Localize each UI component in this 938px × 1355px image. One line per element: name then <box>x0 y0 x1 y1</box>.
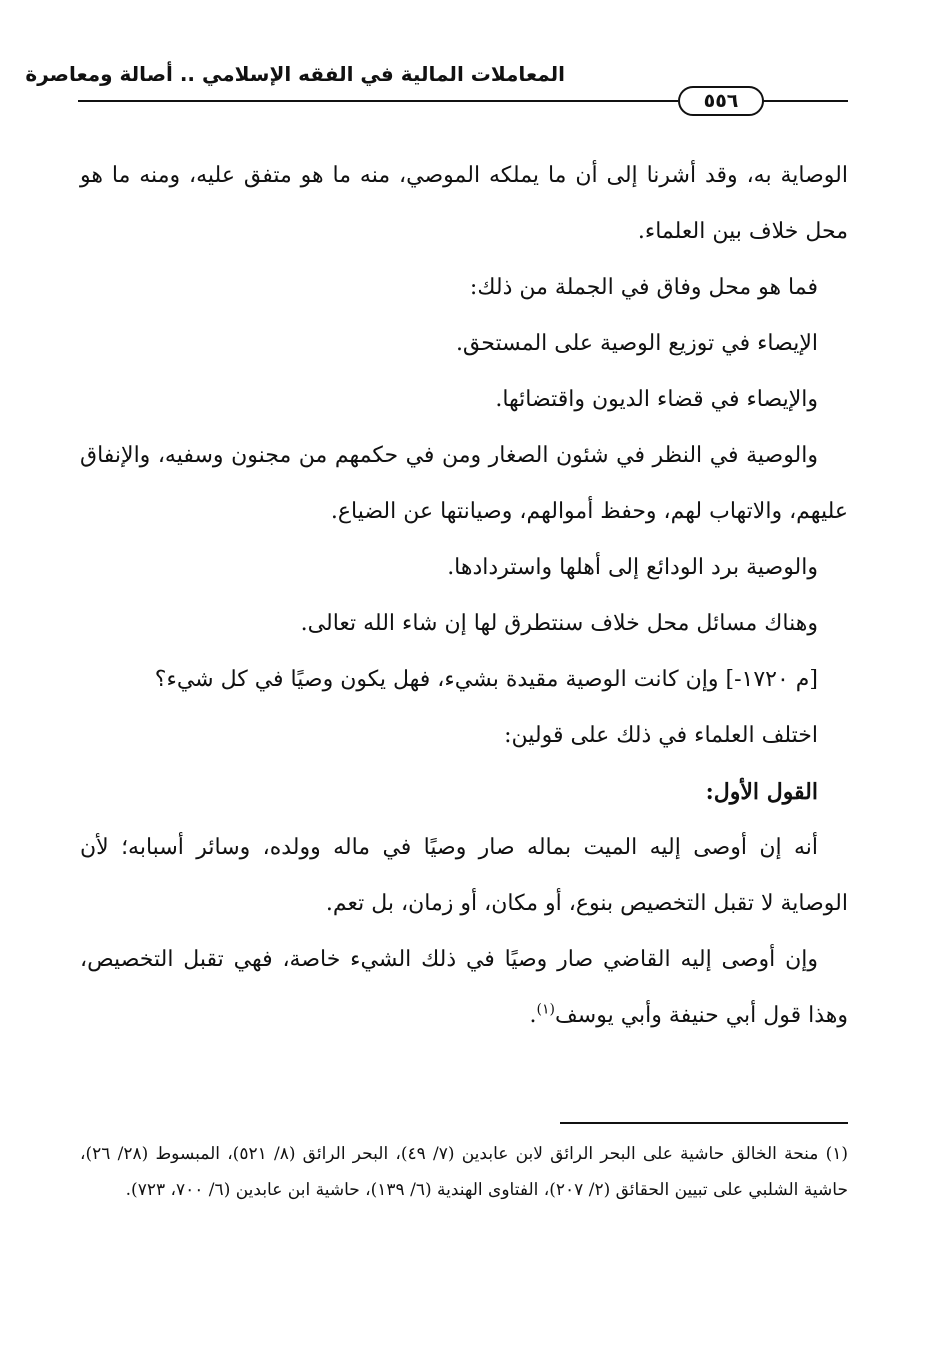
paragraph-2: فما هو محل وفاق في الجملة من ذلك: <box>469 275 818 300</box>
paragraph-1: الوصاية به، وقد أشرنا إلى أن ما يملكه الموصي، منه ما هو متفق عليه، ومنه ما هو محل خلاف بين العلماء. <box>80 163 848 244</box>
paragraph-11-end: . <box>529 1003 537 1028</box>
paragraph-8: [م ١٧٢٠-] وإن كانت الوصية مقيدة بشيء، فهل يكون وصيًا في كل شيء؟ <box>154 667 818 692</box>
header-rule-left <box>78 100 678 102</box>
running-header-title: المعاملات المالية في الفقه الإسلامي .. أصالة ومعاصرة <box>25 62 565 86</box>
footnote-1: (١) منحة الخالق حاشية على البحر الرائق لابن عابدين (٧/ ٤٩)، البحر الرائق (٨/ ٥٢١)، المبسوط (٢٨/ ٢٦)، حاشية الشلبي على تبيين الحقائق (٢/ ٢٠٧)، الفتاوى الهندية (٦/ ١٣٩)، حاشية ابن عابدين (٦/ ٧٠٠، ٧٢٣). <box>80 1144 849 1200</box>
footnotes-section <box>80 1136 848 1208</box>
paragraph-3: الإيصاء في توزيع الوصية على المستحق. <box>455 331 818 356</box>
main-text <box>80 148 848 1044</box>
paragraph-11-text: وإن أوصى إليه القاضي صار وصيًا في ذلك الشيء خاصة، فهي تقبل التخصيص، وهذا قول أبي حنيفة وأبي يوسف <box>80 947 848 1028</box>
paragraph-6: والوصية برد الودائع إلى أهلها واستردادها. <box>447 555 818 580</box>
paragraph-5: والوصية في النظر في شئون الصغار ومن في حكمهم من مجنون وسفيه، والإنفاق عليهم، والاتهاب لهم، وحفظ أموالهم، وصيانتها عن الضياع. <box>80 443 848 524</box>
page-number-badge: ٥٥٦ <box>678 86 764 116</box>
paragraph-4: والإيصاء في قضاء الديون واقتضائها. <box>495 387 818 412</box>
paragraph-7: وهناك مسائل محل خلاف سنتطرق لها إن شاء الله تعالى. <box>300 611 818 636</box>
paragraph-9: اختلف العلماء في ذلك على قولين: <box>504 723 818 748</box>
footnote-separator <box>560 1122 848 1124</box>
header-rule-right <box>762 100 848 102</box>
footnote-reference: (١) <box>536 1001 556 1018</box>
section-heading: القول الأول: <box>705 779 818 805</box>
paragraph-11 <box>80 932 848 1044</box>
paragraph-10: أنه إن أوصى إليه الميت بماله صار وصيًا في ماله وولده، وسائر أسبابه؛ لأن الوصاية لا تقبل التخصيص بنوع، أو مكان، أو زمان، بل تعم. <box>80 835 848 916</box>
